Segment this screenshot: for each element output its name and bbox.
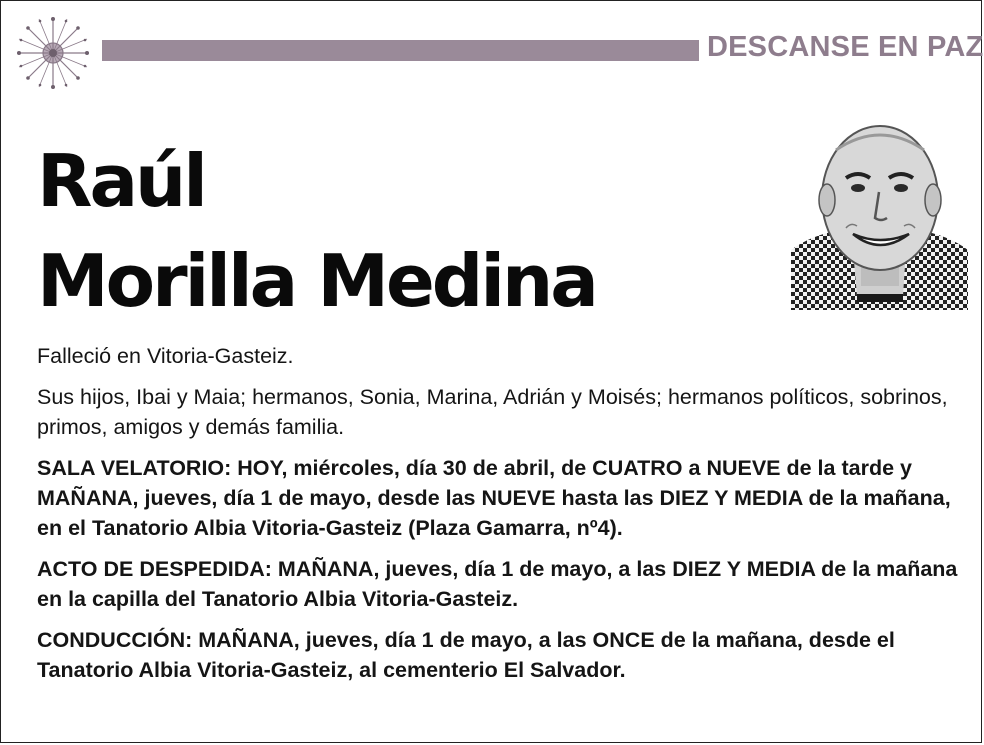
surnames: Morilla Medina (37, 239, 596, 323)
deceased-name (37, 131, 596, 331)
first-name: Raúl (37, 139, 205, 223)
notice-text (37, 341, 977, 696)
header-bar (102, 40, 699, 61)
death-notice: Falleció en Vitoria-Gasteiz. (37, 344, 294, 368)
flower-ornament-icon (11, 13, 95, 93)
portrait-photo-icon (791, 100, 968, 310)
farewell-notice: ACTO DE DESPEDIDA: MAÑANA, jueves, día 1 de mayo, a las DIEZ Y MEDIA de la mañana en la capilla del Tanatorio Albia Vitoria-Gasteiz. (37, 557, 958, 611)
wake-notice: SALA VELATORIO: HOY, miércoles, día 30 de abril, de CUATRO a NUEVE de la tarde y MAÑANA, jueves, día 1 de mayo, desde las NUEVE hasta las DIEZ Y MEDIA de la mañana, en el Tanatorio Albia Vitoria-Gasteiz (Plaza Gamarra, nº4). (37, 456, 951, 540)
procession-notice: CONDUCCIÓN: MAÑANA, jueves, día 1 de mayo, a las ONCE de la mañana, desde el Tanatorio Albia Vitoria-Gasteiz, al cementerio El Salvador. (37, 628, 895, 682)
header-title: DESCANSE EN PAZ (707, 31, 984, 63)
family-notice: Sus hijos, Ibai y Maia; hermanos, Sonia, Marina, Adrián y Moisés; hermanos políticos, sobrinos, primos, amigos y demás familia. (37, 385, 948, 439)
